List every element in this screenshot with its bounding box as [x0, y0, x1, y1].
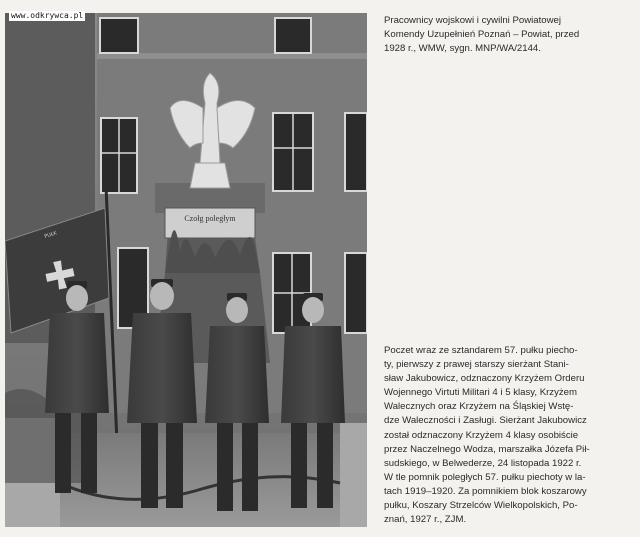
- plaque-text: Czołg poległym: [184, 214, 236, 223]
- caption-bottom-line: tach 1919–1920. Za pomnikiem blok koszarowy: [384, 485, 587, 497]
- caption-bottom-line: sław Jakubowicz, odznaczony Krzyżem Orderu: [384, 373, 585, 385]
- right-bollard: [340, 423, 367, 527]
- caption-top-line: Pracownicy wojskowi i cywilni Powiatowej: [384, 15, 562, 26]
- caption-bottom-line: dze Waleczności i Zasługi. Sierżant Jakubowicz: [384, 415, 587, 427]
- caption-bottom: [384, 344, 634, 527]
- caption-bottom-line: Walecznych oraz Krzyżem na Śląskiej Wstę-: [384, 401, 574, 413]
- caption-bottom-line: został odznaczony Krzyżem 4 klasy osobiście: [384, 429, 579, 441]
- caption-bottom-line: znań, 1927 r., ZJM.: [384, 514, 467, 526]
- caption-bottom-line: Poczet wraz ze sztandarem 57. pułku piecho-: [384, 345, 578, 356]
- watermark: www.odkrywca.pl: [11, 11, 84, 20]
- caption-bottom-line: pułku, Koszary Strzelców Wielkopolskich, Po-: [384, 500, 578, 512]
- caption-top-line: Komendy Uzupełnień Poznań – Powiat, przed: [384, 29, 580, 41]
- caption-bottom-line: Wojennego Virtuti Militari 4 i 5 klasy, Krzyżem: [384, 387, 578, 399]
- monument-plaque: [165, 208, 255, 238]
- caption-bottom-line: przez Naczelnego Wodza, marszałka Józefa Pił-: [384, 443, 590, 455]
- caption-top-line: 1928 r., WMW, sygn. MNP/WA/2144.: [384, 43, 541, 55]
- photo-illustration: [5, 13, 367, 527]
- caption-bottom-line: W tle pomnik poległych 57. pułku piechoty w la-: [384, 471, 586, 483]
- caption-bottom-line: ty, pierwszy z prawej starszy sierżant Stani-: [384, 359, 569, 371]
- caption-top: [384, 14, 624, 56]
- historical-photograph: [5, 13, 367, 527]
- banner-text: PUŁK: [43, 230, 58, 240]
- caption-bottom-line: sudskiego, w Belwederze, 24 listopada 1922 r.: [384, 457, 582, 469]
